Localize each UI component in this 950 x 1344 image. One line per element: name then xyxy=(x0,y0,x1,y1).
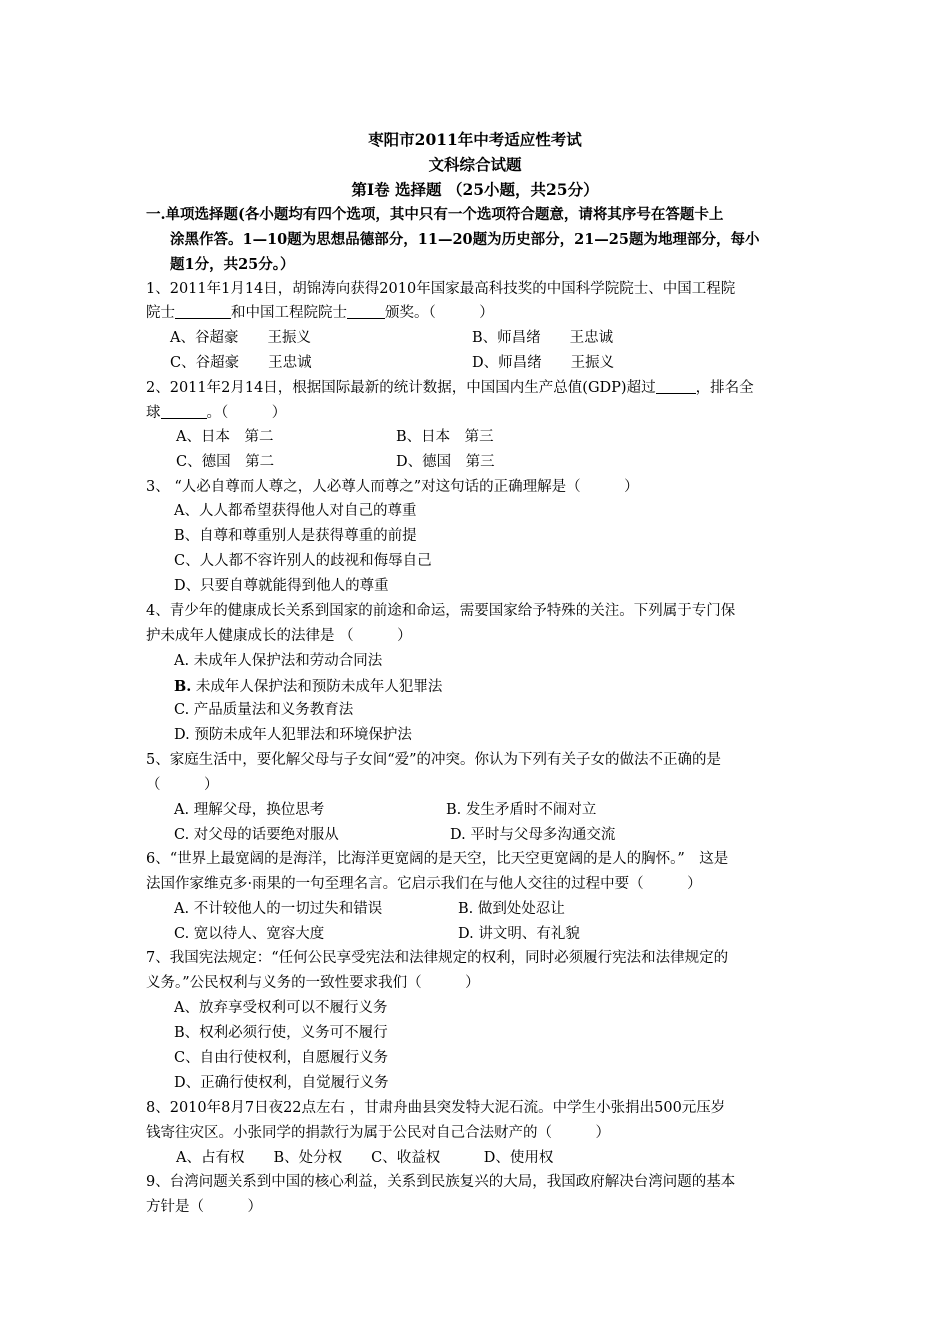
question-4-option-a: A. 未成年人保护法和劳动合同法 xyxy=(174,653,383,669)
question-5-option-b: B. 发生矛盾时不闹对立 xyxy=(446,802,597,818)
answer-blank xyxy=(175,304,231,319)
answer-blank xyxy=(347,304,385,319)
question-4-line1: 4、青少年的健康成长关系到国家的前途和命运，需要国家给予特殊的关注。下列属于专门保 xyxy=(146,603,736,619)
question-1-text-c: 颁奖。（ ） xyxy=(385,305,494,321)
question-8-options: A、占有权 B、处分权 C、收益权 D、使用权 xyxy=(176,1150,554,1166)
exam-title: 枣阳市2011年中考适应性考试 xyxy=(368,130,582,149)
question-7-line2: 义务。”公民权利与义务的一致性要求我们（ ） xyxy=(146,975,480,991)
question-8-line2: 钱寄往灾区。小张同学的捐款行为属于公民对自己合法财产的（ ） xyxy=(146,1125,610,1141)
question-3-option-b: B、自尊和尊重别人是获得尊重的前提 xyxy=(174,528,417,544)
question-7-line1: 7、我国宪法规定：“任何公民享受宪法和法律规定的权利，同时必须履行宪法和法律规定的 xyxy=(146,950,729,966)
question-1-option-b: B、师昌绪 王忠诚 xyxy=(472,330,614,346)
question-2-text-c: 球 xyxy=(146,405,161,421)
section-instructions-line3: 题1分，共25分。） xyxy=(170,256,295,273)
question-6-option-c: C. 宽以待人、宽容大度 xyxy=(174,926,325,942)
question-1-line1: 1、2011年1月14日，胡锦涛向获得2010年国家最高科技奖的中国科学院院士、中国工程院 xyxy=(146,281,736,297)
question-5-line1: 5、家庭生活中，要化解父母与子女间“爱”的冲突。你认为下列有关子女的做法不正确的是 xyxy=(146,752,722,768)
question-5-option-c: C. 对父母的话要绝对服从 xyxy=(174,827,339,843)
question-6-line2: 法国作家维克多·雨果的一句至理名言。它启示我们在与他人交往的过程中要（ ） xyxy=(146,876,702,892)
question-6-option-b: B. 做到处处忍让 xyxy=(458,901,565,917)
question-1-option-a: A、谷超豪 王振义 xyxy=(170,330,311,346)
question-7-option-a: A、放弃享受权利可以不履行义务 xyxy=(174,1000,388,1016)
question-6-option-d: D. 讲文明、有礼貌 xyxy=(458,926,580,942)
question-1-option-d: D、师昌绪 王振义 xyxy=(472,355,615,371)
question-9-line2: 方针是（ ） xyxy=(146,1199,262,1215)
question-7-option-c: C、自由行使权利，自愿履行义务 xyxy=(174,1050,389,1066)
question-6-option-a: A. 不计较他人的一切过失和错误 xyxy=(174,901,383,917)
question-3-option-d: D、只要自尊就能得到他人的尊重 xyxy=(174,578,389,594)
exam-subtitle: 文科综合试题 xyxy=(428,155,522,174)
question-7-option-d: D、正确行使权利，自觉履行义务 xyxy=(174,1075,389,1091)
question-2-line2 xyxy=(146,401,808,426)
question-5-line2: （ ） xyxy=(146,777,219,793)
question-3-line1: 3、 “人必自尊而人尊之，人必尊人而尊之”对这句话的正确理解是（ ） xyxy=(146,479,639,495)
question-7-option-b: B、权利必须行使，义务可不履行 xyxy=(174,1025,388,1041)
question-1-line2 xyxy=(146,301,808,326)
question-2-option-d: D、德国 第三 xyxy=(396,454,495,470)
question-8-line1: 8、2010年8月7日夜22点左右 ，甘肃舟曲县突发特大泥石流。中学生小张捐出500元压岁 xyxy=(146,1100,726,1116)
question-3-option-c: C、人人都不容许别人的歧视和侮辱自己 xyxy=(174,553,432,569)
question-4-option-c: C. 产品质量法和义务教育法 xyxy=(174,702,354,718)
question-1-option-c: C、谷超豪 王忠诚 xyxy=(170,355,312,371)
answer-blank xyxy=(161,404,207,419)
question-2-text-a: 2、2011年2月14日，根据国际最新的统计数据，中国国内生产总值(GDP)超过 xyxy=(146,380,656,396)
question-2-text-d: 。（ ） xyxy=(206,405,287,421)
question-5-option-d: D. 平时与父母多沟通交流 xyxy=(450,827,616,843)
question-3-option-a: A、人人都希望获得他人对自己的尊重 xyxy=(174,503,417,519)
section-instructions-line1: 一.单项选择题(各小题均有四个选项，其中只有一个选项符合题意，请将其序号在答题卡上 xyxy=(146,206,724,223)
question-4-option-b xyxy=(174,674,442,700)
question-2-option-a: A、日本 第二 xyxy=(176,429,274,445)
section-instructions-line2: 涂黑作答。1—10题为思想品德部分，11—20题为历史部分，21—25题为地理部分，每小 xyxy=(170,231,760,248)
question-9-line1: 9、台湾问题关系到中国的核心利益，关系到民族复兴的大局，我国政府解决台湾问题的基本 xyxy=(146,1174,736,1190)
question-1-text-b: 和中国工程院院士 xyxy=(231,305,347,321)
question-4-option-d: D. 预防未成年人犯罪法和环境保护法 xyxy=(174,727,412,743)
question-6-line1: 6、“世界上最宽阔的是海洋，比海洋更宽阔的是天空，比天空更宽阔的是人的胸怀。” 这是 xyxy=(146,851,729,867)
answer-blank xyxy=(656,379,696,394)
question-4-option-b-text: 未成年人保护法和预防未成年人犯罪法 xyxy=(191,679,443,695)
part-title: 第Ⅰ卷 选择题 （25小题，共25分） xyxy=(351,180,599,199)
question-5-option-a: A. 理解父母，换位思考 xyxy=(174,802,325,818)
question-2-option-c: C、德国 第二 xyxy=(176,454,275,470)
question-2-line1 xyxy=(146,376,808,401)
question-4-option-b-label: B. xyxy=(174,678,192,695)
question-4-line2: 护未成年人健康成长的法律是 （ ） xyxy=(146,628,412,644)
question-2-text-b: ，排名全 xyxy=(695,380,754,396)
question-1-text-a: 院士 xyxy=(146,305,175,321)
question-2-option-b: B、日本 第三 xyxy=(396,429,494,445)
